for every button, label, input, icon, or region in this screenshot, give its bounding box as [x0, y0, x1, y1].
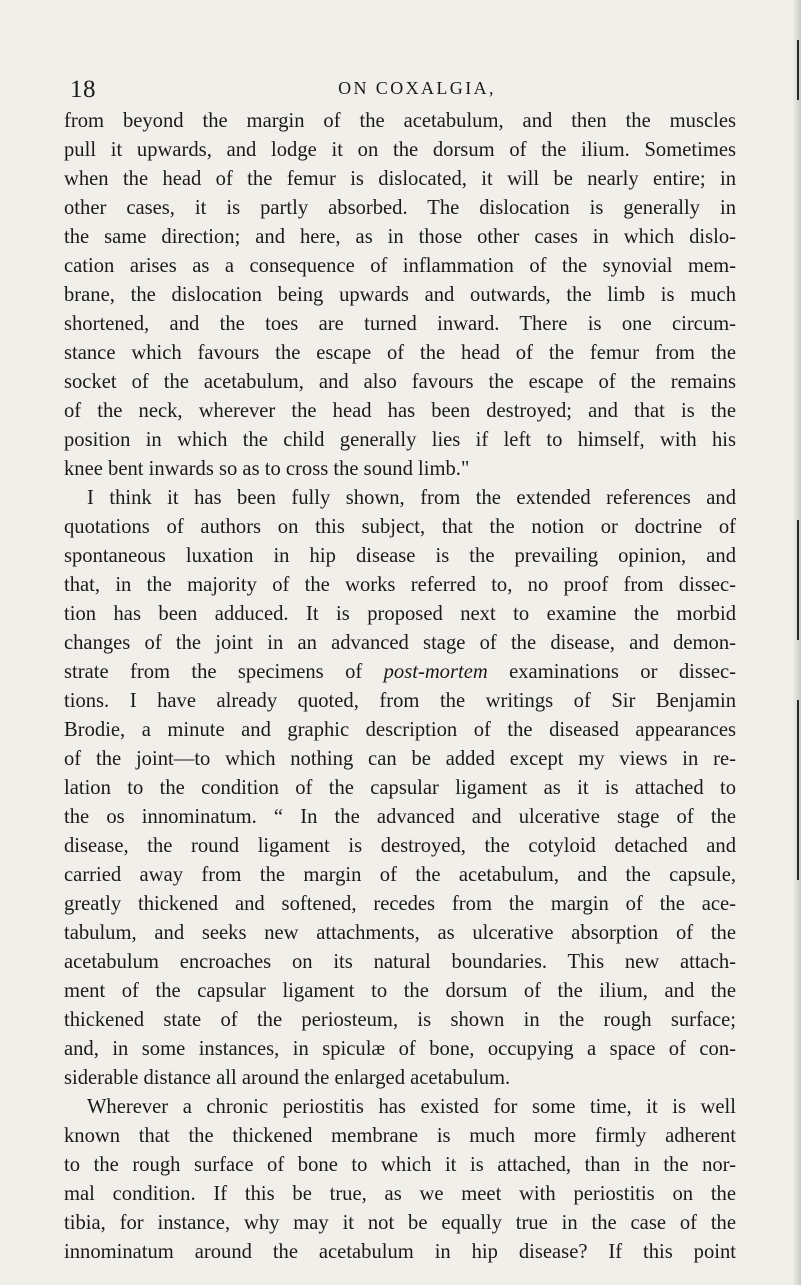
text-line: of the joint—to which nothing can be added except my views in re- [64, 748, 736, 770]
text-line: shortened, and the toes are turned inward. There is one circum- [64, 313, 736, 335]
text-line: siderable distance all around the enlarged acetabulum. [64, 1067, 511, 1089]
text-line: changes of the joint in an advanced stage of the disease, and demon- [64, 632, 736, 654]
text-line: cation arises as a consequence of inflammation of the synovial mem- [64, 255, 736, 277]
text-line: tions. I have already quoted, from the writings of Sir Benjamin [64, 690, 736, 712]
page-number: 18 [70, 76, 96, 103]
text-line: spontaneous luxation in hip disease is the prevailing opinion, and [64, 545, 736, 567]
text-line: to the rough surface of bone to which it is attached, than in the nor- [64, 1154, 736, 1176]
text-line: thickened state of the periosteum, is shown in the rough surface; [64, 1009, 736, 1031]
text-fragment: examinations or dissec- [487, 661, 737, 683]
italic-term: post-mortem [383, 661, 488, 683]
text-line: ment of the capsular ligament to the dorsum of the ilium, and the [64, 980, 736, 1002]
page-edge [793, 0, 801, 1285]
edge-mark [797, 520, 799, 640]
text-line: innominatum around the acetabulum in hip disease? If this point [64, 1241, 736, 1263]
edge-mark [797, 40, 799, 100]
text-line: the os innominatum. “ In the advanced and ulcerative stage of the [64, 806, 736, 828]
text-line: from beyond the margin of the acetabulum, and then the muscles [64, 110, 736, 132]
text-line: other cases, it is partly absorbed. The dislocation is generally in [64, 197, 736, 219]
text-line: known that the thickened membrane is much more firmly adherent [64, 1125, 736, 1147]
text-line: pull it upwards, and lodge it on the dorsum of the ilium. Sometimes [64, 139, 736, 161]
text-line: lation to the condition of the capsular ligament as it is attached to [64, 777, 736, 799]
edge-mark [797, 700, 799, 880]
text-line: that, in the majority of the works referred to, no proof from dissec- [64, 574, 736, 596]
text-line: tibia, for instance, why may it not be equally true in the case of the [64, 1212, 736, 1234]
text-line: socket of the acetabulum, and also favours the escape of the remains [64, 371, 736, 393]
text-fragment: strate from the specimens of [64, 661, 384, 683]
text-line: brane, the dislocation being upwards and outwards, the limb is much [64, 284, 736, 306]
text-line: Wherever a chronic periostitis has existed for some time, it is well [87, 1096, 736, 1118]
text-line: disease, the round ligament is destroyed, the cotyloid detached and [64, 835, 736, 857]
page-header [70, 76, 732, 104]
text-line: greatly thickened and softened, recedes from the margin of the ace- [64, 893, 736, 915]
text-line: tabulum, and seeks new attachments, as ulcerative absorption of the [64, 922, 736, 944]
body-text [64, 107, 736, 1267]
text-line: position in which the child generally lies if left to himself, with his [64, 429, 736, 451]
text-line: and, in some instances, in spiculæ of bone, occupying a space of con- [64, 1038, 736, 1060]
text-line: carried away from the margin of the acetabulum, and the capsule, [64, 864, 736, 886]
text-line: I think it has been fully shown, from the extended references and [87, 487, 736, 509]
text-line: stance which favours the escape of the head of the femur from the [64, 342, 736, 364]
text-line: acetabulum encroaches on its natural boundaries. This new attach- [64, 951, 736, 973]
text-line: of the neck, wherever the head has been destroyed; and that is the [64, 400, 736, 422]
text-line: the same direction; and here, as in those other cases in which dislo- [64, 226, 736, 248]
running-title: ON COXALGIA, [338, 78, 496, 98]
text-line: knee bent inwards so as to cross the sound limb." [64, 458, 470, 480]
text-line: quotations of authors on this subject, that the notion or doctrine of [64, 516, 736, 538]
text-line: mal condition. If this be true, as we meet with periostitis on the [64, 1183, 736, 1205]
text-line-italic-phrase [64, 658, 736, 687]
text-line: tion has been adduced. It is proposed next to examine the morbid [64, 603, 736, 625]
text-line: Brodie, a minute and graphic description of the diseased appearances [64, 719, 736, 741]
text-line: when the head of the femur is dislocated, it will be nearly entire; in [64, 168, 736, 190]
